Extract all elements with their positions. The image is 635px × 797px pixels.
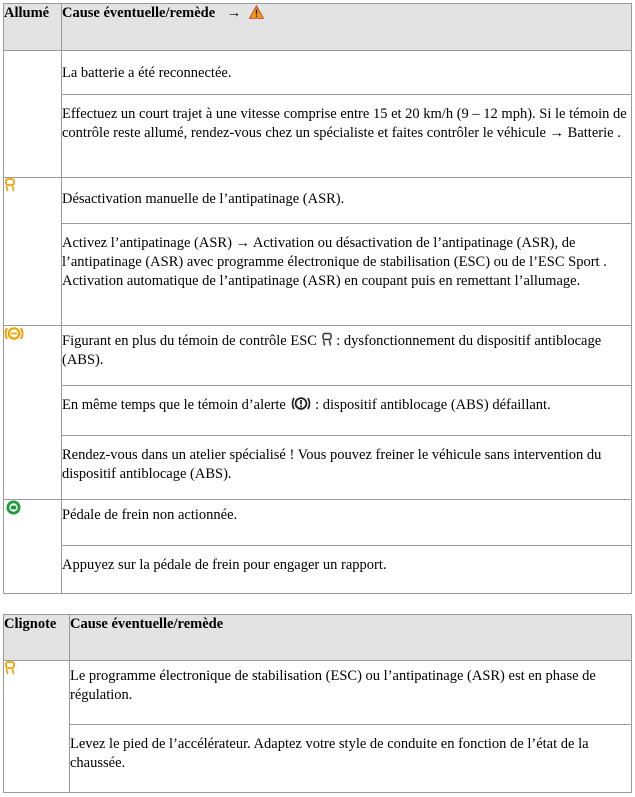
header-label-clignote: Clignote bbox=[4, 616, 57, 632]
icon-cell-esc-flashing bbox=[4, 661, 70, 793]
warning-triangle-icon bbox=[249, 5, 264, 19]
table-row bbox=[4, 95, 632, 178]
row-text: La batterie a été reconnectée. bbox=[62, 51, 632, 95]
header-col-cause bbox=[70, 615, 632, 661]
row-text: Pédale de frein non actionnée. bbox=[62, 500, 632, 546]
table-row bbox=[4, 546, 632, 594]
row-text: Désactivation manuelle de l’antipatinage (ASR). bbox=[62, 178, 632, 224]
table-row bbox=[4, 386, 632, 436]
row-text: Levez le pied de l’accélérateur. Adaptez votre style de conduite en fonction de l’état de la chaussée. bbox=[70, 725, 632, 793]
table-row bbox=[4, 725, 632, 793]
icon-cell-empty bbox=[4, 51, 62, 178]
header-label-cause: Cause éventuelle/remède bbox=[62, 5, 216, 21]
row-text-part: En même temps que le témoin d’alerte bbox=[62, 397, 290, 413]
warning-lights-table bbox=[3, 3, 632, 594]
row-text: Activez l’antipatinage (ASR) → Activation ou désactivation de l’antipatinage (ASR), de l’antipatinage (ASR) avec programme électronique de stabilisation (ESC) ou de l’ESC Sport . Activation automatique de l’antipatinage (ASR) en coupant puis en remettant l’allumage. bbox=[62, 224, 632, 326]
table-header-lit bbox=[4, 4, 632, 51]
flashing-lights-table bbox=[3, 614, 632, 793]
header-label-allume: Allumé bbox=[4, 5, 50, 21]
row-text bbox=[62, 326, 632, 386]
header-label-cause: Cause éventuelle/remède bbox=[70, 616, 224, 632]
icon-cell-esc bbox=[4, 178, 62, 326]
icon-cell-abs bbox=[4, 326, 62, 500]
table-row bbox=[4, 661, 632, 725]
table-row bbox=[4, 500, 632, 546]
abs-icon bbox=[4, 326, 24, 341]
brake-pedal-icon bbox=[4, 500, 23, 515]
row-text: Le programme électronique de stabilisation (ESC) ou l’antipatinage (ASR) est en phase de régulation. bbox=[70, 661, 632, 725]
row-text: Rendez-vous dans un atelier spécialisé ! Vous pouvez freiner le véhicule sans intervention du dispositif antiblocage (ABS). bbox=[62, 436, 632, 500]
row-text bbox=[62, 386, 632, 436]
row-text-part: : dysfonctionnement du dispositif antiblocage (ABS). bbox=[62, 333, 602, 368]
table-row bbox=[4, 224, 632, 326]
row-text: Appuyez sur la pédale de frein pour engager un rapport. bbox=[62, 546, 632, 594]
esc-skid-icon bbox=[4, 178, 16, 192]
row-text-part: : dispositif antiblocage (ABS) défaillant. bbox=[311, 397, 551, 413]
table-row bbox=[4, 178, 632, 224]
esc-skid-icon bbox=[4, 661, 16, 675]
icon-cell-brake bbox=[4, 500, 62, 594]
header-arrow: → bbox=[226, 5, 242, 21]
header-col-cause bbox=[62, 4, 632, 51]
table-header-flashing bbox=[4, 615, 632, 661]
esc-skid-icon bbox=[321, 332, 333, 347]
brake-warning-icon bbox=[290, 396, 312, 411]
header-col-state bbox=[4, 4, 62, 51]
table-row bbox=[4, 326, 632, 386]
table-row bbox=[4, 51, 632, 95]
header-col-state bbox=[4, 615, 70, 661]
row-text: Effectuez un court trajet à une vitesse comprise entre 15 et 20 km/h (9 – 12 mph). Si le témoin de contrôle reste allumé, rendez-vous chez un spécialiste et faites contrôler le véhicule → Batterie . bbox=[62, 95, 632, 178]
table-row bbox=[4, 436, 632, 500]
row-text-part: Figurant en plus du témoin de contrôle ESC bbox=[62, 333, 321, 349]
